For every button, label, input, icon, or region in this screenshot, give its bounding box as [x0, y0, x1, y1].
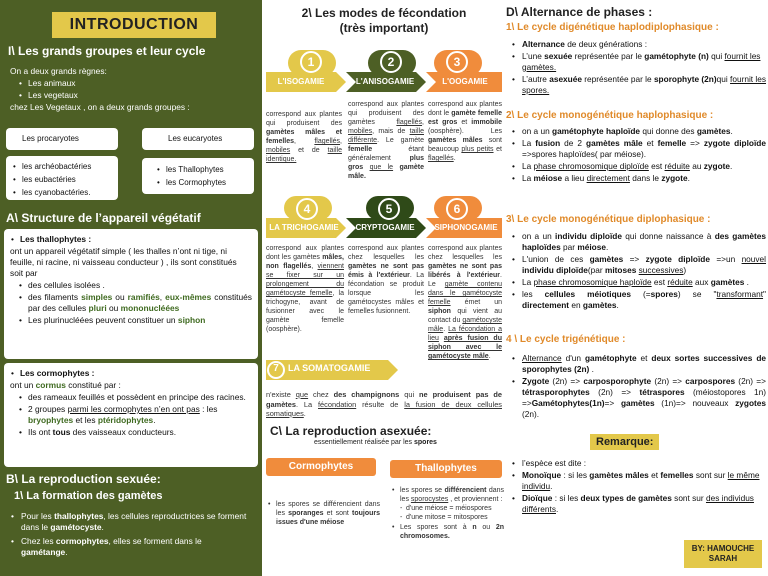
mode-number: 2: [380, 51, 402, 73]
siphonogamie-text: correspond aux plantes chez lesquelles les gamètes ne sont pas libérés à l'extérieur. Le gamète contenu dans le gamétocyste femelle émet un siphon qui vient au contact du gamétocyste mâle. La fécondation a lieu après fusion du siphon avec le gamétocyste mâle.: [428, 245, 503, 360]
author-line: SARAH: [708, 554, 738, 563]
thallophytes-band: Thallophytes: [390, 460, 502, 478]
somatogamie-label: LA SOMATOGAMIE: [288, 363, 371, 373]
regne-vegetaux: • Les vegetaux: [18, 90, 256, 101]
trichogamie-label: LA TRICHOGAMIE: [269, 223, 339, 232]
eucaryote-item: • les Thallophytes: [156, 164, 240, 176]
regne-animaux: • Les animaux: [18, 78, 256, 89]
cycle1-list: • Alternance de deux générations : • L’une sexuée représentée par le gamétophyte (n) qui fournit les gamètes. • L’autre asexuée représentée par le sporophyte (2n)qui fournit les spores.: [510, 38, 766, 97]
author-badge: [684, 540, 762, 568]
trichogamie-text: correspond aux plantes dont les gamètes mâles, non flagellés, viennent se fixer sur un prolongement du gamétocyste femelle, la trichogyne, avant de fusionner avec le gamète femelle (oosphère).: [266, 245, 345, 333]
siphonogamie-label: SIPHONOGAMIE: [434, 223, 498, 232]
procaryote-item: • les cyanobactéries.: [12, 187, 112, 199]
cryptogamie-text: correspond aux plantes chez lesquelles les gamètes ne sont pas émis à l'extérieur. La fécondation se produit lorsque les gamétocystes mâles et femelles fusionnent.: [348, 245, 424, 315]
formation-title: 1\ La formation des gamètes: [14, 490, 163, 502]
procaryote-item: • les eubactéries: [12, 174, 112, 186]
isogamie-text: correspond aux plantes qui produisent des gamètes mâles et femelles, flagellés, mobiles et de taille identique.: [266, 111, 342, 163]
cormophytes-box: [4, 363, 258, 467]
fecondation-title: 2\ Les modes de fécondation: [301, 6, 467, 20]
structure-title: A\ Structure de l’appareil végétatif: [6, 211, 201, 225]
author-line: BY: HAMOUCHE: [691, 544, 755, 553]
middle-panel: [262, 0, 506, 576]
cormo-spores-text: • les spores se différencient dans les sporanges et sont toujours issues d'une méiose: [268, 501, 380, 526]
thallo-heading: Les thallophytes :: [20, 234, 92, 244]
cryptogamie-label: CRYPTOGAMIE: [355, 223, 415, 232]
cycle4-list: • Alternance d'un gamétophyte et deux sortes successives de sporophytes (2n) . • Zygote (2n) => carposporophyte (2n) => carpospores (2n) => tétrasporophytes (2n) => tétraspores (méiostopores 1n) =>Gamétophytes(1n)=> gamètes (1n)=> nouveaux zygotes (2n).: [510, 352, 766, 421]
mode-number: 3: [446, 51, 468, 73]
alternance-title: D\ Alternance de phases :: [506, 5, 653, 19]
eucaryote-item: • les Cormophytes: [156, 177, 240, 189]
mode-number: 7: [273, 363, 279, 374]
mode-number: 6: [446, 198, 468, 220]
groupes-intro: chez Les Vegetaux , on a deux grands groupes :: [10, 102, 190, 112]
left-panel: [0, 0, 262, 576]
grands-groupes-title: I\ Les grands groupes et leur cycle: [8, 44, 206, 58]
formation-item: • Chez les cormophytes, elles se forment dans le gamétange.: [10, 536, 248, 558]
right-panel: [506, 0, 768, 576]
isogamie-label: L'ISOGAMIE: [277, 77, 325, 86]
repro-title: B\ La reproduction sexuée:: [6, 472, 161, 486]
oogamie-text: correspond aux plantes dont le gamète femelle est gros et immobile (oosphère). Les gamètes mâles sont beaucoup plus petits et flagellés.: [428, 101, 503, 162]
asexuee-subtitle: essentiellement réalisée par les spores: [314, 439, 437, 446]
thallo-item: • des filaments simples ou ramifiés, eux-mêmes constitués par des cellules pluri ou mononucléées: [18, 292, 252, 314]
intro-title: INTRODUCTION: [52, 12, 216, 38]
thallo-paragraph: ont un appareil végétatif simple ( les thalles n’ont ni tige, ni feuille, ni racine, ni vaisseau conducteur ) , ils sont constitués soit par: [10, 246, 237, 278]
cormo-item: • des rameaux feuillés et possèdent en principe des racines.: [18, 392, 252, 403]
box-eucaryotes: Les eucaryotes: [142, 128, 254, 150]
intro-text: [10, 66, 256, 113]
fecondation-subtitle: (très important): [339, 21, 429, 35]
cormo-item: • 2 groupes parmi les cormophytes n’en ont pas : les bryophytes et les ptéridophytes.: [18, 404, 252, 426]
mode-number: 5: [378, 198, 400, 220]
thallo-spores-text: • les spores se différencient dans les sporocystes , et proviennent : - d'une méiose = méiospores - d'une mitose = mitospores • Les spores sont à n ou 2n chromosomes.: [392, 487, 505, 540]
cycle4-title: 4 \ Le cycle trigénétique :: [506, 334, 626, 345]
formation-list: [10, 510, 248, 559]
remarque-list: • l’espèce est dite : • Monoïque : si les gamètes mâles et femelles sont sur le même individu. • Dioïque : si les deux types de gamètes sont sur des individus différents.: [510, 457, 766, 516]
mode-number: 4: [296, 198, 318, 220]
mode-number: 1: [300, 51, 322, 73]
anisogamie-label: L'ANISOGAMIE: [355, 77, 415, 86]
cycle2-list: • on a un gamétophyte haploïde qui donne des gamètes. • La fusion de 2 gamètes mâle et femelle => zygote diploïde =>spores haploïdes( par méiose). • La phase chromosomique diploïde est réduite au zygote. • La méiose a lieu directement dans le zygote.: [510, 125, 766, 185]
cycle1-title: 1\ Le cycle digénétique haplodiplophasique :: [506, 22, 719, 33]
cormo-item: • Ils ont tous des vaisseaux conducteurs.: [18, 427, 252, 438]
formation-item: • Pour les thallophytes, les cellules reproductrices se forment dans le gamétocyste.: [10, 511, 248, 533]
cormo-paragraph: ont un cormus constitué par :: [10, 380, 121, 390]
asexuee-title: C\ La reproduction asexuée:: [270, 424, 432, 438]
cormo-heading: Les cormophytes :: [20, 368, 95, 378]
oogamie-label: L'OOGAMIE: [442, 77, 488, 86]
cycle3-title: 3\ Le cycle monogénétique diplophasique :: [506, 214, 711, 225]
thallo-item: • Les plurinucléées peuvent constituer un siphon: [18, 315, 252, 326]
list-eucaryotes: [142, 158, 254, 194]
thallophytes-box: [4, 229, 258, 359]
thallo-item: • des cellules isolées .: [18, 280, 252, 291]
list-procaryotes: [6, 156, 118, 200]
cormophytes-band: Cormophytes: [266, 458, 376, 476]
remarque-badge: Remarque:: [590, 434, 659, 450]
anisogamie-text: correspond aux plantes qui produisent des gamètes flagellés, mobiles, mais de taille différente. Le gamète femelle étant généralement plus gros que le gamète mâle.: [348, 101, 424, 180]
cycle2-title: 2\ Le cycle monogénétique haplophasique :: [506, 110, 714, 121]
somatogamie-text: n'existe que chez des champignons qui ne produisent pas de gamètes. La fécondation résulte de la fusion de deux cellules somatiques.: [266, 390, 502, 418]
procaryote-item: • les archéobactéries: [12, 161, 112, 173]
box-procaryotes: Les procaryotes: [6, 128, 118, 150]
cycle3-list: • on a un individu diploïde qui donne naissance à des gamètes haploïdes par méiose. • L'union de ces gamètes => zygote diploïde =>un nouvel individu diploïde(par mitoses successives) • La phase chromosomique haploïde est réduite aux gamètes . • les cellules méiotiques (=spores) se "transformant" directement en gamètes.: [510, 230, 766, 312]
regnes-intro: On a deux grands règnes:: [10, 66, 107, 76]
